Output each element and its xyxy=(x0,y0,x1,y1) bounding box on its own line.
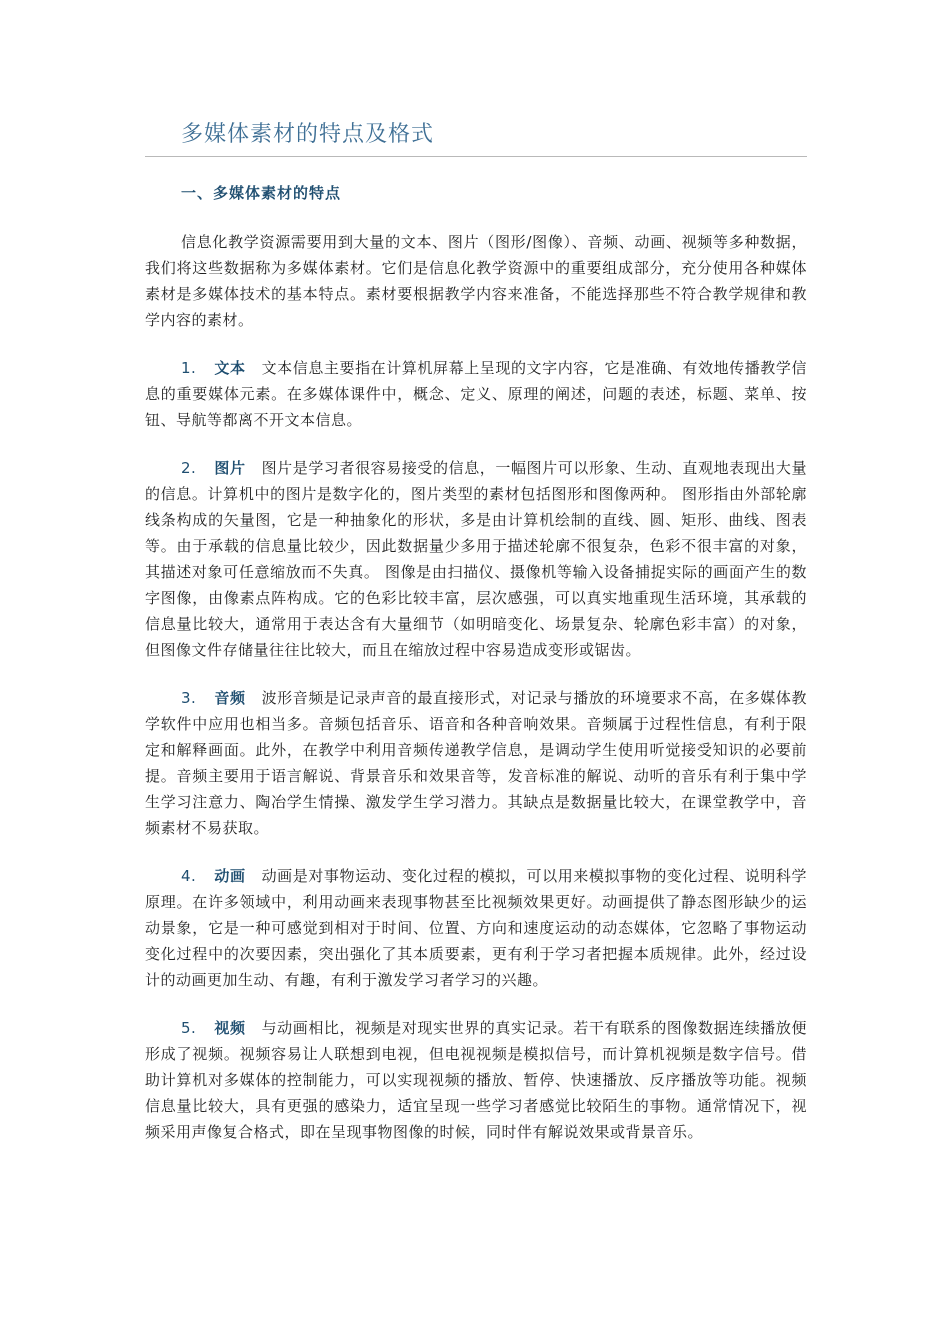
section-heading: 一、多媒体素材的特点 xyxy=(181,184,342,202)
item-term: 图片 xyxy=(214,459,246,477)
item-term: 文本 xyxy=(214,359,246,377)
item-body: 与动画相比，视频是对现实世界的真实记录。若干有联系的图像数据连续播放便形成了视频。视频容易让人联想到电视，但电视视频是模拟信号，而计算机视频是数字信号。借助计算机对多媒体的控制能力，可以实现视频的播放、暂停、快速播放、反序播放等功能。视频信息量比较大，具有更强的感染力，适宜呈现一些学习者感觉比较陌生的事物。通常情况下，视频采用声像复合格式，即在呈现事物图像的时候，同时伴有解说效果或背景音乐。 xyxy=(145,1019,807,1141)
item-term: 视频 xyxy=(214,1019,246,1037)
item-body: 图片是学习者很容易接受的信息，一幅图片可以形象、生动、直观地表现出大量的信息。计算机中的图片是数字化的，图片类型的素材包括图形和图像两种。 图形指由外部轮廓线条构成的矢量图，它是一种抽象化的形状，多是由计算机绘制的直线、圆、矩形、曲线、图表等。由于承载的信息量比较少，因此数据量少多用于描述轮廓不很复杂，色彩不很丰富的对象，其描述对象可任意缩放而不失真。 图像是由扫描仪、摄像机等输入设备捕捉实际的画面产生的数字图像，由像素点阵构成。它的色彩比较丰富，层次感强，可以真实地重现生活环境，其承载的信息量比较大，通常用于表达含有大量细节（如明暗变化、场景复杂、轮廓色彩丰富）的对象，但图像文件存储量往往比较大，而且在缩放过程中容易造成变形或锯齿。 xyxy=(145,459,807,659)
item-number: 5. xyxy=(181,1019,197,1037)
item-body: 动画是对事物运动、变化过程的模拟，可以用来模拟事物的变化过程、说明科学原理。在许多领域中，利用动画来表现事物甚至比视频效果更好。动画提供了静态图形缺少的运动景象，它是一种可感觉到相对于时间、位置、方向和速度运动的动态媒体，它忽略了事物运动变化过程中的次要因素，突出强化了其本质要素，更有利于学习者把握本质规律。此外，经过设计的动画更加生动、有趣，有利于激发学习者学习的兴趣。 xyxy=(145,867,807,989)
item-body: 波形音频是记录声音的最直接形式，对记录与播放的环境要求不高，在多媒体教学软件中应用也相当多。音频包括音乐、语音和各种音响效果。音频属于过程性信息，有利于限定和解释画面。此外，在教学中利用音频传递教学信息，是调动学生使用听觉接受知识的必要前提。音频主要用于语言解说、背景音乐和效果音等，发音标准的解说、动听的音乐有利于集中学生学习注意力、陶冶学生情操、激发学生学习潜力。其缺点是数据量比较大，在课堂教学中，音频素材不易获取。 xyxy=(145,689,807,837)
intro-paragraph: 信息化教学资源需要用到大量的文本、图片（图形/图像）、音频、动画、视频等多种数据，我们将这些数据称为多媒体素材。它们是信息化教学资源中的重要组成部分，充分使用各种媒体素材是多媒体技术的基本特点。素材要根据教学内容来准备，不能选择那些不符合教学规律和教学内容的素材。 xyxy=(145,233,807,329)
item-term: 动画 xyxy=(214,867,246,885)
item-number: 2. xyxy=(181,459,197,477)
item-text-paragraph xyxy=(145,355,807,433)
document-page xyxy=(145,118,807,1145)
item-term: 音频 xyxy=(214,689,246,707)
item-number: 3. xyxy=(181,689,197,707)
item-number: 4. xyxy=(181,867,197,885)
item-audio-paragraph xyxy=(145,685,807,841)
item-animation-paragraph xyxy=(145,863,807,993)
item-image-paragraph xyxy=(145,455,807,663)
document-title: 多媒体素材的特点及格式 xyxy=(145,118,807,157)
item-number: 1. xyxy=(181,359,197,377)
item-video-paragraph xyxy=(145,1015,807,1145)
item-body: 文本信息主要指在计算机屏幕上呈现的文字内容，它是准确、有效地传播教学信息的重要媒体元素。在多媒体课件中，概念、定义、原理的阐述，问题的表述，标题、菜单、按钮、导航等都离不开文本信息。 xyxy=(145,359,807,429)
